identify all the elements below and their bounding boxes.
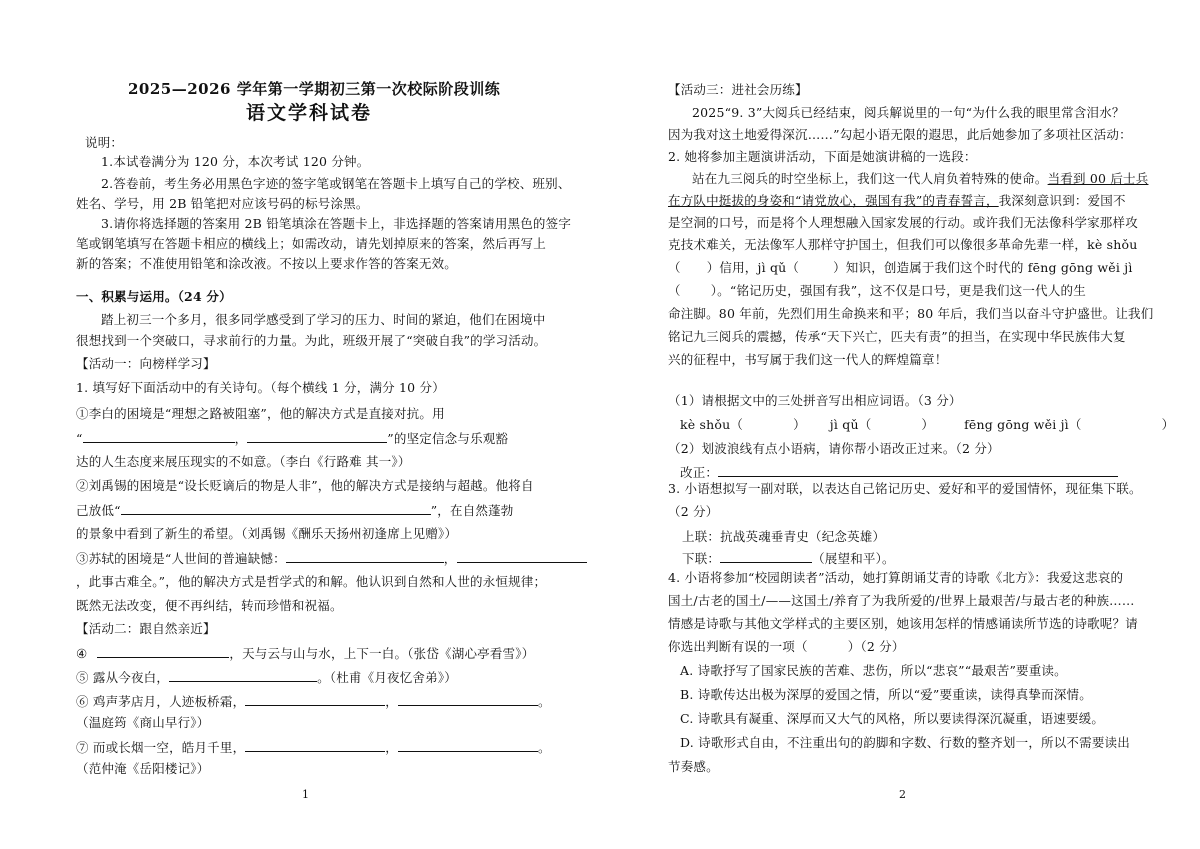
page-number: 1 <box>302 788 309 801</box>
sub-question-1: （1）请根据文中的三处拼音写出相应词语。（3 分） <box>668 393 962 408</box>
nature-item-6-source: （温庭筠《商山早行》） <box>76 715 210 730</box>
answer-blank[interactable] <box>121 503 431 515</box>
answer-blank[interactable] <box>398 740 538 752</box>
couplet-down: 下联： （展望和平）。 <box>682 551 895 566</box>
paragraph-line: 因为我对这土地爱得深沉……”勾起小语无限的遐思，此后她参加了多项社区活动： <box>668 127 1132 142</box>
question-3: 3. 小语想拟写一副对联，以表达自己铭记历史、爱好和平的爱国情怀，现征集下联。 <box>668 481 1142 496</box>
speech-line: 站在九三阅兵的时空坐标上，我们这一代人肩负着特殊的使命。当看到 00 后士兵 <box>692 171 1149 186</box>
instruction-line: 新的答案；不准使用铅笔和涂改液。不按以上要求作答的答案无效。 <box>76 256 458 271</box>
question-3-score: （2 分） <box>668 504 719 519</box>
answer-blank[interactable] <box>286 551 444 563</box>
speech-line: 铭记九三阅兵的震撼，传承“天下兴亡，匹夫有责”的担当，在实现中华民族伟大复 <box>668 329 1126 344</box>
answer-blank[interactable] <box>169 670 317 682</box>
q1-item-b-line3: 的景象中看到了新生的希望。（刘禹锡《酬乐天扬州初逢席上见赠》） <box>76 526 458 541</box>
answer-blank[interactable] <box>398 694 538 706</box>
answer-blank[interactable] <box>247 431 387 443</box>
nature-item-5: ⑤ 露从今夜白， 。（杜甫《月夜忆舍弟》） <box>76 670 457 685</box>
option-a[interactable]: A. 诗歌抒写了国家民族的苦难、悲伤，所以“悲哀”“最艰苦”要重读。 <box>680 663 1067 678</box>
exam-page-2 <box>600 0 1200 849</box>
option-c[interactable]: C. 诗歌具有凝重、深厚而又大气的风格，所以要读得深沉凝重，语速要缓。 <box>680 711 1105 726</box>
q1-item-b-line2: 己放低“ ”，在自然蓬勃 <box>76 503 514 518</box>
instruction-line: 2.答卷前，考生务必用黑色字迹的签字笔或钢笔在答题卡上填写自己的学校、班别、 <box>101 176 571 191</box>
fix-answer-row: 改正： <box>680 465 1118 480</box>
speech-line: （ ）。“铭记历史，强国有我”，这不仅是口号，更是我们这一代人的生 <box>668 283 1086 298</box>
q1-item-a-line3: 达的人生态度来展压现实的不如意。（李白《行路难 其一》） <box>76 454 411 469</box>
nature-item-4: ④ ，天与云与山与水，上下一白。（张岱《湖心亭看雪》） <box>76 646 535 661</box>
speech-line: 克技术难关，无法像军人那样守护国土，但我们可以像很多革命先辈一样，kè shǒu <box>668 237 1138 252</box>
q1-item-a-line2: “ ， ”的坚定信念与乐观豁 <box>76 431 509 446</box>
instruction-line: 1.本试卷满分为 120 分，本次考试 120 分钟。 <box>101 154 370 169</box>
question-1: 1. 填写好下面活动中的有关诗句。（每个横线 1 分，满分 10 分） <box>76 380 445 395</box>
activity-heading: 【活动三：进社会历练】 <box>668 82 808 97</box>
question-4-line: 4. 小语将参加“校园朗读者”活动，她打算朗诵艾青的诗歌《北方》：我爱这悲哀的 <box>668 570 1124 585</box>
answer-blank[interactable] <box>457 551 587 563</box>
instruction-line: 3.请你将选择题的答案用 2B 铅笔填涂在答题卡上，非选择题的答案请用黑色的签字 <box>101 216 572 231</box>
speech-line: 在方队中挺拔的身姿和“请党放心，强国有我”的青春誓言，我深刻意识到：爱国不 <box>668 193 1126 208</box>
couplet-up: 上联：抗战英魂垂青史（纪念英雄） <box>682 529 886 544</box>
intro-line: 踏上初三一个多月，很多同学感受到了学习的压力、时间的紧迫，他们在困境中 <box>101 312 546 327</box>
nature-item-6: ⑥ 鸡声茅店月，人迹板桥霜， ， 。 <box>76 694 551 709</box>
answer-blank[interactable] <box>97 646 229 658</box>
question-2: 2. 她将参加主题演讲活动，下面是她演讲稿的一选段： <box>668 149 977 164</box>
answer-blank[interactable] <box>718 465 1118 477</box>
activity-heading: 【活动二：跟自然亲近】 <box>76 621 216 636</box>
q1-item-c-line2: ，此事古难全。”，他的解决方式是哲学式的和解。他认识到自然和人世的永恒规律； <box>76 574 547 589</box>
instruction-line: 笔或钢笔填写在答题卡相应的横线上；如需改动，请先划掉原来的答案，然后再写上 <box>76 236 546 251</box>
section-heading: 一、积累与运用。（24 分） <box>76 289 232 304</box>
exam-subtitle: 语文学科试卷 <box>246 102 373 124</box>
nature-item-7-source: （范仲淹《岳阳楼记》） <box>76 761 210 776</box>
nature-item-7: ⑦ 而或长烟一空，皓月千里， ， 。 <box>76 740 551 755</box>
speech-line: 兴的征程中，书写属于我们这一代人的辉煌篇章！ <box>668 352 948 367</box>
activity-heading: 【活动一：向榜样学习】 <box>76 356 216 371</box>
instructions-label: 说明： <box>85 135 124 150</box>
answer-blank[interactable] <box>83 431 235 443</box>
option-d-continued: 节奏感。 <box>668 759 719 774</box>
answer-blank[interactable] <box>720 551 812 563</box>
q1-item-c-line3: 既然无法改变，便不再纠结，转而珍惜和祝福。 <box>76 598 343 613</box>
pinyin-answer-row: kè shǒu（ ） jì qǔ（ ） fēng gōng wěi jì（ ） <box>680 417 1175 432</box>
sub-question-2: （2）划波浪线有点小语病，请你帮小语改正过来。（2 分） <box>668 441 1000 456</box>
option-d[interactable]: D. 诗歌形式自由，不注重出句的韵脚和字数、行数的整齐划一，所以不需要读出 <box>680 735 1130 750</box>
question-4-line: 国土/古老的国土/——这国土/养育了为我所爱的/世界上最艰苦/与最古老的种族…… <box>668 593 1135 608</box>
answer-blank[interactable] <box>245 694 385 706</box>
paragraph-line: 2025“9. 3”大阅兵已经结束，阅兵解说里的一句“为什么我的眼里常含泪水？ <box>692 105 1125 120</box>
q1-item-b-line1: ②刘禹锡的困境是“设长贬谪后的物是人非”，他的解决方式是接纳与超越。他将自 <box>76 478 534 493</box>
question-4-line: 你选出判断有误的一项（ ）（2 分） <box>668 639 905 654</box>
speech-line: 是空洞的口号，而是将个人理想融入国家发展的行动。或许我们无法像科学家那样攻 <box>668 215 1138 230</box>
intro-line: 很想找到一个突破口，寻求前行的力量。为此，班级开展了“突破自我”的学习活动。 <box>76 333 547 348</box>
option-b[interactable]: B. 诗歌传达出极为深厚的爱国之情，所以“爱”要重读，读得真挚而深情。 <box>680 687 1092 702</box>
answer-blank[interactable] <box>245 740 385 752</box>
speech-line: 命注脚。80 年前，先烈们用生命换来和平；80 年后，我们当以奋斗守护盛世。让我们 <box>668 306 1154 321</box>
question-4-line: 情感是诗歌与其他文学样式的主要区别，她该用怎样的情感诵读所节选的诗歌呢？请 <box>668 616 1138 631</box>
q1-item-a-line1: ①李白的困境是“理想之路被阻塞”，他的解决方式是直接对抗。用 <box>76 406 445 421</box>
instruction-line: 姓名、学号，用 2B 铅笔把对应该号码的标号涂黑。 <box>76 196 369 211</box>
page-number: 2 <box>899 788 906 801</box>
exam-title: 2025—2026 学年第一学期初三第一次校际阶段训练 <box>128 80 501 98</box>
speech-line: （ ）信用，jì qǔ（ ）知识，创造属于我们这个时代的 fēng gōng wěi jì <box>668 260 1133 275</box>
q1-item-c-line1: ③苏轼的困境是“人世间的普遍缺憾： ， <box>76 551 587 566</box>
